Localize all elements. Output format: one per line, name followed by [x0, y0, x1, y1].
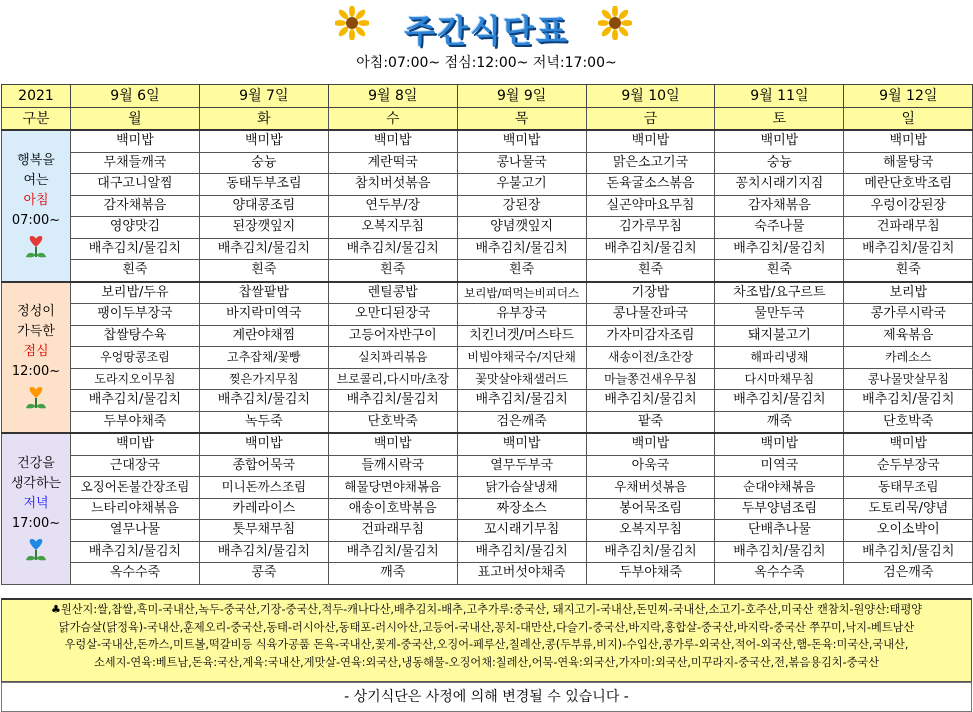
menu-item: 배추김치/물김치	[71, 238, 200, 260]
menu-item: 배추김치/물김치	[71, 541, 200, 563]
menu-item: 보리밥/두유	[71, 282, 200, 304]
menu-row	[2, 390, 973, 412]
menu-row	[2, 347, 973, 369]
breakfast-meal-name: 아침	[23, 192, 49, 208]
menu-item: 돈육굴소스볶음	[586, 174, 715, 196]
change-notice: - 상기식단은 사정에 의해 변경될 수 있습니다 -	[1, 682, 972, 712]
menu-item: 단호박죽	[844, 411, 973, 433]
menu-item: 미니돈까스조림	[199, 477, 328, 499]
lunch-meal-name: 점심	[23, 344, 49, 360]
menu-item: 오만디된장국	[328, 304, 457, 326]
menu-item: 백미밥	[586, 433, 715, 455]
menu-item: 배추김치/물김치	[586, 541, 715, 563]
menu-item: 오복지무침	[328, 217, 457, 239]
menu-item: 카레라이스	[199, 498, 328, 520]
menu-row	[2, 152, 973, 174]
lunch-slogan-line: 정성이	[17, 304, 55, 320]
menu-item: 미역국	[715, 455, 844, 477]
menu-item: 동태무조림	[844, 477, 973, 499]
menu-item: 배추김치/물김치	[457, 541, 586, 563]
origin-line: 닭가슴살(닭정육)-국내산,훈제오리-중국산,동태-러시아산,동태포-러시아산,고등어-국내산,꽁치-대만산,다슬기-중국산,바지락,홍합살-중국산,바지락-중국산 쭈꾸미,낙지-베트남산	[58, 620, 915, 634]
menu-item: 오이소박이	[844, 520, 973, 542]
menu-item: 느타리야채볶음	[71, 498, 200, 520]
origin-line: 소세지-연육:베트남,돈육:국산,계육:국내산,게맛살-연육:외국산,냉동해물-오징어채:칠레산,어묵-연육:외국산,가자미:외국산,미꾸라지-중국산,전,볶음용김치-중국산	[93, 655, 880, 669]
dinner-slogan-line: 생각하는	[10, 475, 62, 491]
menu-item: 고등어자반구이	[328, 325, 457, 347]
menu-item: 보리밥	[844, 282, 973, 304]
menu-item: 흰죽	[199, 260, 328, 282]
origin-line: 우렁살-국내산,돈까스,미트볼,떡갈비등 식육가공품 돈육-국내산,꽃게-중국산,오징어-페루산,칠레산,콩(두부류,비지)-수입산,콩가루-외국산,적어-외국산,햄-돈육:미국산,국내산,	[64, 638, 909, 651]
menu-row	[2, 238, 973, 260]
menu-item: 렌틸콩밥	[328, 282, 457, 304]
menu-item: 흰죽	[715, 260, 844, 282]
menu-item: 깨죽	[715, 411, 844, 433]
menu-item: 콩죽	[199, 563, 328, 585]
menu-item: 배추김치/물김치	[199, 541, 328, 563]
page-header	[0, 0, 973, 80]
menu-item: 계란떡국	[328, 152, 457, 174]
menu-item: 단호박죽	[328, 411, 457, 433]
menu-item: 녹두죽	[199, 411, 328, 433]
menu-row	[2, 433, 973, 455]
menu-item: 숭늉	[199, 152, 328, 174]
menu-item: 참치버섯볶음	[328, 174, 457, 196]
dinner-label-cell	[2, 433, 71, 584]
menu-item: 우렁이강된장	[844, 195, 973, 217]
menu-item: 배추김치/물김치	[586, 390, 715, 412]
menu-item: 백미밥	[199, 433, 328, 455]
menu-item: 영양맛김	[71, 217, 200, 239]
menu-item: 도토리묵/양념	[844, 498, 973, 520]
menu-item: 들깨시락국	[328, 455, 457, 477]
menu-item: 해물탕국	[844, 152, 973, 174]
section-label: 구분	[2, 108, 71, 131]
menu-row	[2, 217, 973, 239]
menu-item: 배추김치/물김치	[71, 390, 200, 412]
menu-item: 숙주나물	[715, 217, 844, 239]
menu-item: 대구고니알찜	[71, 174, 200, 196]
menu-item: 우불고기	[457, 174, 586, 196]
menu-item: 배추김치/물김치	[199, 390, 328, 412]
menu-item: 흰죽	[457, 260, 586, 282]
menu-item: 배추김치/물김치	[715, 541, 844, 563]
menu-item: 해물당면야채볶음	[328, 477, 457, 499]
date-cell: 9월 9일	[457, 85, 586, 108]
year-cell: 2021	[2, 85, 71, 108]
menu-item: 건파래무침	[844, 217, 973, 239]
menu-row	[2, 368, 973, 390]
menu-item: 찢은가지무침	[199, 368, 328, 390]
menu-item: 실치꽈리볶음	[328, 347, 457, 369]
red-heart-flower-icon	[21, 235, 51, 261]
weekday-cell: 화	[199, 108, 328, 131]
menu-item: 두부양념조림	[715, 498, 844, 520]
page-title: 주간식단표	[404, 12, 569, 50]
menu-item: 동태두부조림	[199, 174, 328, 196]
menu-item: 백미밥	[71, 433, 200, 455]
date-cell: 9월 6일	[71, 85, 200, 108]
date-cell: 9월 11일	[715, 85, 844, 108]
menu-item: 실곤약마요무침	[586, 195, 715, 217]
menu-item: 무채들깨국	[71, 152, 200, 174]
menu-item: 된장깻잎지	[199, 217, 328, 239]
menu-item: 톳무채무침	[199, 520, 328, 542]
menu-item: 짜장소스	[457, 498, 586, 520]
menu-row	[2, 260, 973, 282]
menu-item: 배추김치/물김치	[328, 541, 457, 563]
menu-item: 표고버섯야채죽	[457, 563, 586, 585]
menu-item: 배추김치/물김치	[457, 390, 586, 412]
dinner-meal-name: 저녁	[23, 495, 49, 511]
menu-item: 봉어묵조림	[586, 498, 715, 520]
menu-item: 기장밥	[586, 282, 715, 304]
meal-hours: 아침:07:00~ 점심:12:00~ 저녁:17:00~	[356, 55, 617, 71]
menu-item: 양대콩조림	[199, 195, 328, 217]
menu-item: 흰죽	[71, 260, 200, 282]
weekly-menu-table	[1, 84, 973, 585]
date-cell: 9월 10일	[586, 85, 715, 108]
menu-row	[2, 174, 973, 196]
weekday-cell: 일	[844, 108, 973, 131]
menu-item: 흰죽	[328, 260, 457, 282]
menu-item: 순두부장국	[844, 455, 973, 477]
lunch-slogan-line: 가득한	[17, 324, 55, 340]
menu-item: 해파리냉채	[715, 347, 844, 369]
menu-item: 배추김치/물김치	[844, 238, 973, 260]
menu-item: 보리밥/떠먹는비피더스	[457, 282, 586, 304]
menu-item: 두부야채죽	[71, 411, 200, 433]
menu-item: 연두부/장	[328, 195, 457, 217]
menu-item: 돼지불고기	[715, 325, 844, 347]
menu-item: 팽이두부장국	[71, 304, 200, 326]
menu-item: 브로콜리,다시마/초장	[328, 368, 457, 390]
menu-item: 깨죽	[328, 563, 457, 585]
dinner-slogan-line: 건강을	[17, 455, 55, 471]
menu-item: 오징어돈불간장조림	[71, 477, 200, 499]
menu-row	[2, 498, 973, 520]
menu-item: 김가루무침	[586, 217, 715, 239]
menu-item: 백미밥	[844, 433, 973, 455]
date-cell: 9월 12일	[844, 85, 973, 108]
date-header-row	[2, 85, 973, 108]
menu-item: 고추잡채/꽃빵	[199, 347, 328, 369]
menu-item: 콩나물잔파국	[586, 304, 715, 326]
menu-item: 우채버섯볶음	[586, 477, 715, 499]
menu-item: 종합어묵국	[199, 455, 328, 477]
menu-item: 백미밥	[457, 130, 586, 152]
menu-item: 열무나물	[71, 520, 200, 542]
menu-item: 백미밥	[586, 130, 715, 152]
menu-item: 강된장	[457, 195, 586, 217]
menu-item: 찹쌀팥밥	[199, 282, 328, 304]
breakfast-slogan-line: 행복을	[17, 152, 55, 168]
menu-item: 우엉땅콩조림	[71, 347, 200, 369]
weekday-cell: 수	[328, 108, 457, 131]
menu-item: 맑은소고기국	[586, 152, 715, 174]
date-cell: 9월 8일	[328, 85, 457, 108]
menu-item: 양념깻잎지	[457, 217, 586, 239]
weekday-cell: 토	[715, 108, 844, 131]
menu-item: 카레소스	[844, 347, 973, 369]
menu-item: 백미밥	[457, 433, 586, 455]
menu-item: 마늘쫑건새우무침	[586, 368, 715, 390]
menu-row	[2, 520, 973, 542]
menu-row	[2, 541, 973, 563]
menu-item: 순대야채볶음	[715, 477, 844, 499]
menu-item: 옥수수죽	[715, 563, 844, 585]
weekday-cell: 금	[586, 108, 715, 131]
menu-item: 두부야채죽	[586, 563, 715, 585]
menu-item: 백미밥	[844, 130, 973, 152]
menu-item: 배추김치/물김치	[328, 390, 457, 412]
menu-item: 백미밥	[715, 130, 844, 152]
menu-item: 차조밥/요구르트	[715, 282, 844, 304]
menu-item: 치킨너겟/머스타드	[457, 325, 586, 347]
breakfast-slogan-line: 여는	[23, 172, 49, 188]
menu-item: 배추김치/물김치	[844, 541, 973, 563]
menu-item: 근대장국	[71, 455, 200, 477]
lunch-meal-time: 12:00~	[11, 364, 61, 380]
menu-item: 배추김치/물김치	[328, 238, 457, 260]
menu-item: 배추김치/물김치	[715, 238, 844, 260]
menu-item: 검은깨죽	[844, 563, 973, 585]
dinner-meal-time: 17:00~	[11, 515, 61, 531]
lunch-label-cell	[2, 282, 71, 434]
menu-item: 콩나물국	[457, 152, 586, 174]
menu-item: 닭가슴살냉채	[457, 477, 586, 499]
menu-item: 백미밥	[715, 433, 844, 455]
menu-item: 아욱국	[586, 455, 715, 477]
menu-row	[2, 325, 973, 347]
menu-item: 배추김치/물김치	[199, 238, 328, 260]
menu-item: 꼬시래기무침	[457, 520, 586, 542]
menu-item: 가자미감자조림	[586, 325, 715, 347]
breakfast-meal-time: 07:00~	[11, 212, 61, 228]
menu-item: 제육볶음	[844, 325, 973, 347]
menu-item: 배추김치/물김치	[457, 238, 586, 260]
menu-item: 물만두국	[715, 304, 844, 326]
menu-row	[2, 455, 973, 477]
menu-item: 건파래무침	[328, 520, 457, 542]
breakfast-label-cell	[2, 130, 71, 282]
menu-item: 배추김치/물김치	[586, 238, 715, 260]
menu-row	[2, 563, 973, 585]
menu-row	[2, 477, 973, 499]
menu-item: 숭늉	[715, 152, 844, 174]
weekday-header-row	[2, 108, 973, 131]
menu-item: 애송이호박볶음	[328, 498, 457, 520]
weekday-cell: 월	[71, 108, 200, 131]
menu-item: 백미밥	[328, 130, 457, 152]
orange-heart-flower-icon	[21, 386, 51, 412]
menu-item: 계란야채찜	[199, 325, 328, 347]
menu-row	[2, 282, 973, 304]
menu-item: 배추김치/물김치	[715, 390, 844, 412]
menu-item: 새송이전/초간장	[586, 347, 715, 369]
menu-item: 흰죽	[586, 260, 715, 282]
menu-item: 바지락미역국	[199, 304, 328, 326]
menu-row	[2, 130, 973, 152]
menu-item: 백미밥	[71, 130, 200, 152]
sunflower-icon	[598, 6, 632, 40]
menu-item: 검은깨죽	[457, 411, 586, 433]
menu-item: 도라지오이무침	[71, 368, 200, 390]
origin-line: ♣원산지:쌀,찹쌀,흑미-국내산,녹두-중국산,기장-중국산,적두-캐나다산,배추김치-배추,고추가루:중국산, 돼지고기-국내산,돈민찌-국내산,소고기-호주산,미국산 캔참치-원양산:태평양	[50, 603, 923, 616]
menu-item: 찹쌀탕수육	[71, 325, 200, 347]
menu-item: 열무두부국	[457, 455, 586, 477]
menu-item: 비빔야채국수/지단채	[457, 347, 586, 369]
menu-item: 다시마채무침	[715, 368, 844, 390]
menu-item: 꽃맛살야채샐러드	[457, 368, 586, 390]
menu-item: 콩가루시락국	[844, 304, 973, 326]
menu-item: 메란단호박조림	[844, 174, 973, 196]
menu-item: 배추김치/물김치	[844, 390, 973, 412]
menu-item: 백미밥	[199, 130, 328, 152]
menu-item: 팥죽	[586, 411, 715, 433]
menu-item: 옥수수죽	[71, 563, 200, 585]
menu-item: 콩나물맛살무침	[844, 368, 973, 390]
menu-item: 감자채볶음	[71, 195, 200, 217]
menu-item: 유부장국	[457, 304, 586, 326]
origin-info	[1, 598, 972, 682]
menu-row	[2, 195, 973, 217]
menu-item: 오복지무침	[586, 520, 715, 542]
menu-item: 감자채볶음	[715, 195, 844, 217]
weekday-cell: 목	[457, 108, 586, 131]
menu-item: 백미밥	[328, 433, 457, 455]
menu-item: 꽁치시래기지짐	[715, 174, 844, 196]
menu-item: 흰죽	[844, 260, 973, 282]
blue-heart-flower-icon	[21, 538, 51, 564]
menu-row	[2, 411, 973, 433]
date-cell: 9월 7일	[199, 85, 328, 108]
menu-item: 단배추나물	[715, 520, 844, 542]
menu-row	[2, 304, 973, 326]
